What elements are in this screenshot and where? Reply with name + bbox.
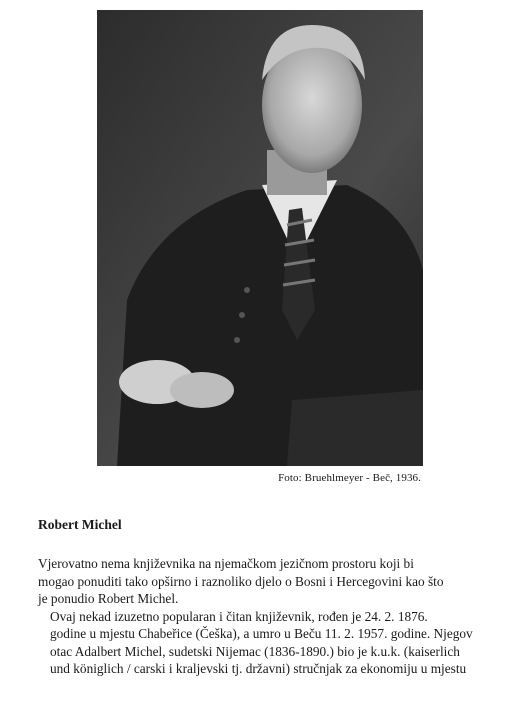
text-line: godine u mjestu Chabeřice (Češka), a umro u Beču 11. 2. 1957. godine. Njegov xyxy=(50,626,473,641)
text-line: mogao ponuditi tako opširno i raznoliko djelo o Bosni i Hercegovini kao što xyxy=(38,573,444,589)
article-body xyxy=(38,555,500,678)
text-line: je ponudio Robert Michel. xyxy=(38,591,179,606)
paragraph-1 xyxy=(38,555,500,608)
photo-caption: Foto: Bruehlmeyer - Beč, 1936. xyxy=(278,472,421,484)
article-title: Robert Michel xyxy=(38,517,122,532)
text-line: Vjerovatno nema književnika na njemačkom jezičnom prostoru koji bi xyxy=(38,556,414,571)
text-line: und königlich / carski i kraljevski tj. državni) stručnjak za ekonomiju u mjestu xyxy=(50,661,467,676)
portrait-photo xyxy=(97,10,423,466)
portrait-image xyxy=(97,10,423,466)
text-line: Ovaj nekad izuzetno popularan i čitan književnik, rođen je 24. 2. 1876. xyxy=(50,608,428,624)
paragraph-2 xyxy=(38,608,500,678)
text-line: otac Adalbert Michel, sudetski Nijemac (1836-1890.) bio je k.u.k. (kaiserlich xyxy=(50,643,460,659)
